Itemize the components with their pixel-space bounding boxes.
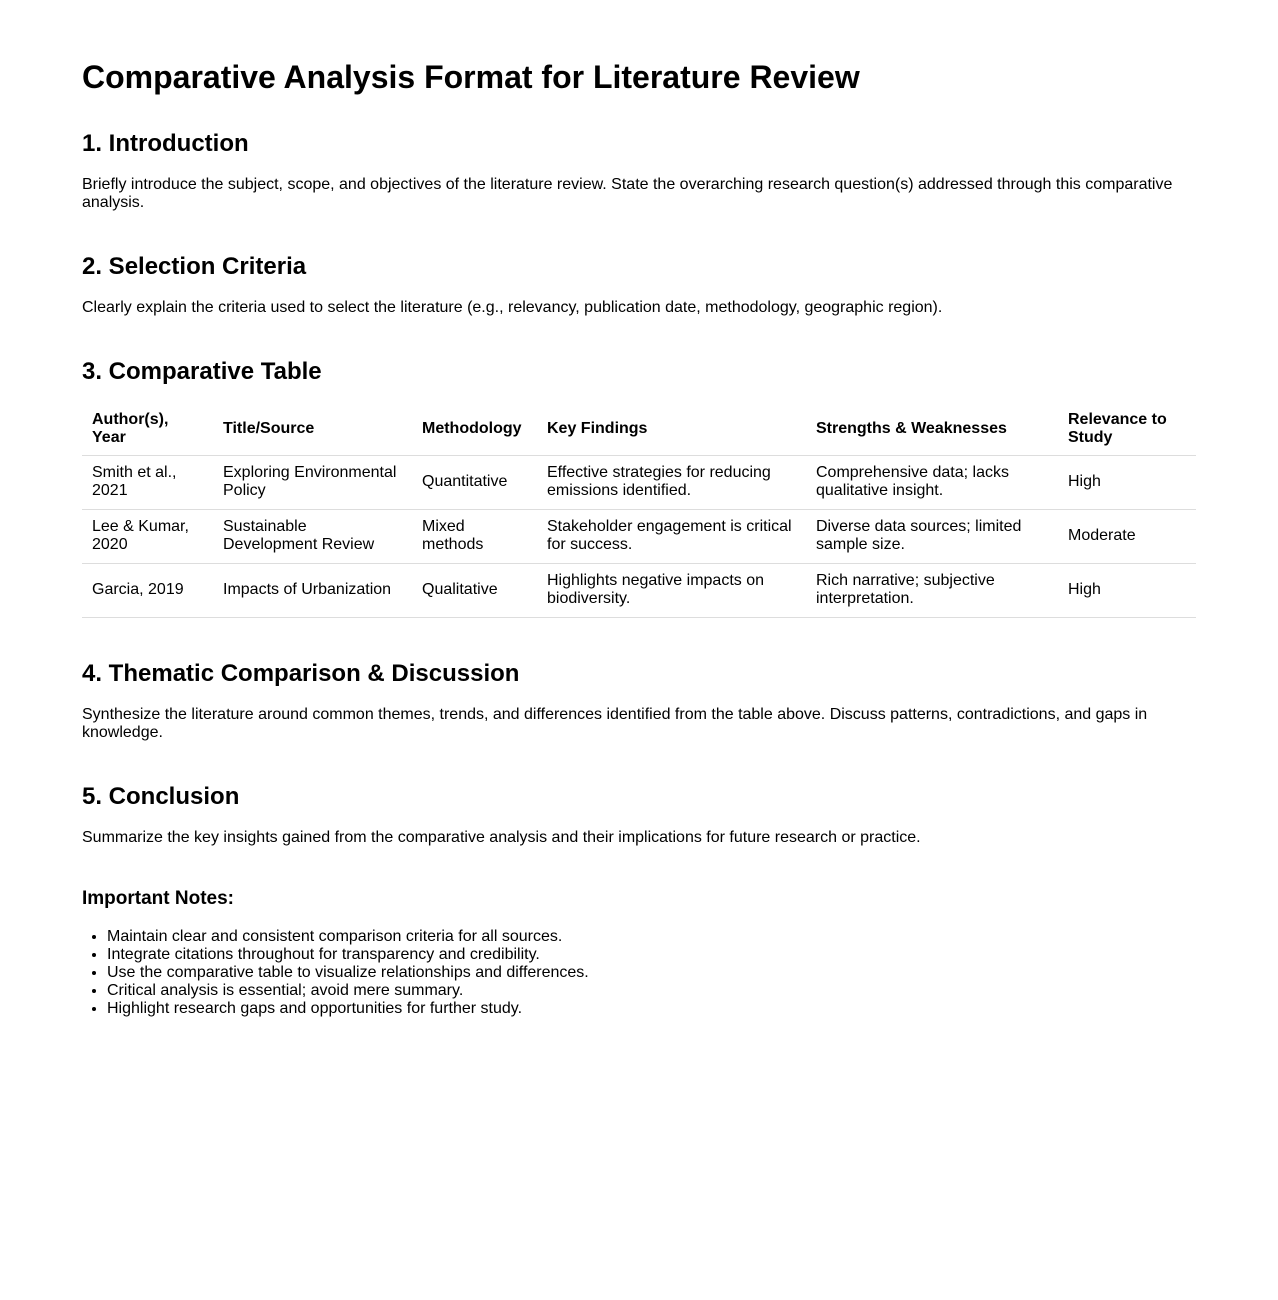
table-cell: Comprehensive data; lacks qualitative insight. [806, 456, 1058, 510]
table-cell: Sustainable Development Review [213, 510, 412, 564]
column-header-relevance: Relevance to Study [1058, 406, 1196, 456]
table-cell: Highlights negative impacts on biodiversity. [537, 564, 806, 618]
section-heading-comparative-table: 3. Comparative Table [82, 358, 322, 385]
table-row [82, 456, 1196, 510]
section-text-selection-criteria: Clearly explain the criteria used to select the literature (e.g., relevancy, publication date, methodology, geographic region). [82, 299, 943, 316]
table-row [82, 510, 1196, 564]
section-text-conclusion: Summarize the key insights gained from the comparative analysis and their implications for future research or practice. [82, 829, 921, 846]
list-item: • Critical analysis is essential; avoid mere summary. [107, 982, 1196, 1000]
table-cell: Smith et al., 2021 [82, 456, 213, 510]
list-item: • Integrate citations throughout for transparency and credibility. [107, 946, 1196, 964]
section-text-thematic-comparison: Synthesize the literature around common themes, trends, and differences identified from the table above. Discuss patterns, contradictions, and gaps in knowledge. [82, 706, 1148, 741]
table-cell: Rich narrative; subjective interpretation. [806, 564, 1058, 618]
notes-list [82, 928, 1196, 1018]
table-cell: Garcia, 2019 [82, 564, 213, 618]
table-cell: Lee & Kumar, 2020 [82, 510, 213, 564]
table-cell: Exploring Environmental Policy [213, 456, 412, 510]
table-cell: Qualitative [412, 564, 537, 618]
table-cell: Effective strategies for reducing emissions identified. [537, 456, 806, 510]
section-heading-introduction: 1. Introduction [82, 130, 249, 157]
column-header-key-findings: Key Findings [537, 406, 806, 456]
list-item: • Highlight research gaps and opportunities for further study. [107, 1000, 1196, 1018]
section-text-introduction: Briefly introduce the subject, scope, and objectives of the literature review. State the overarching research question(s) addressed through this comparative analysis. [82, 176, 1173, 211]
table-cell: Diverse data sources; limited sample size. [806, 510, 1058, 564]
column-header-strengths-weaknesses: Strengths & Weaknesses [806, 406, 1058, 456]
table-cell: High [1058, 456, 1196, 510]
column-header-title-source: Title/Source [213, 406, 412, 456]
section-heading-selection-criteria: 2. Selection Criteria [82, 253, 307, 280]
table-cell: Stakeholder engagement is critical for success. [537, 510, 806, 564]
list-item: • Use the comparative table to visualize relationships and differences. [107, 964, 1196, 982]
table-header-row [82, 406, 1196, 456]
table-cell: Moderate [1058, 510, 1196, 564]
notes-heading: Important Notes: [82, 888, 234, 909]
table-cell: Mixed methods [412, 510, 537, 564]
column-header-author-year: Author(s), Year [82, 406, 213, 456]
list-item: • Maintain clear and consistent comparison criteria for all sources. [107, 928, 1196, 946]
column-header-methodology: Methodology [412, 406, 537, 456]
page-title: Comparative Analysis Format for Literature Review [82, 59, 860, 95]
table-cell: Impacts of Urbanization [213, 564, 412, 618]
section-heading-conclusion: 5. Conclusion [82, 783, 240, 810]
table-cell: Quantitative [412, 456, 537, 510]
comparative-table [82, 406, 1196, 618]
section-heading-thematic-comparison: 4. Thematic Comparison & Discussion [82, 660, 520, 687]
table-row [82, 564, 1196, 618]
table-cell: High [1058, 564, 1196, 618]
